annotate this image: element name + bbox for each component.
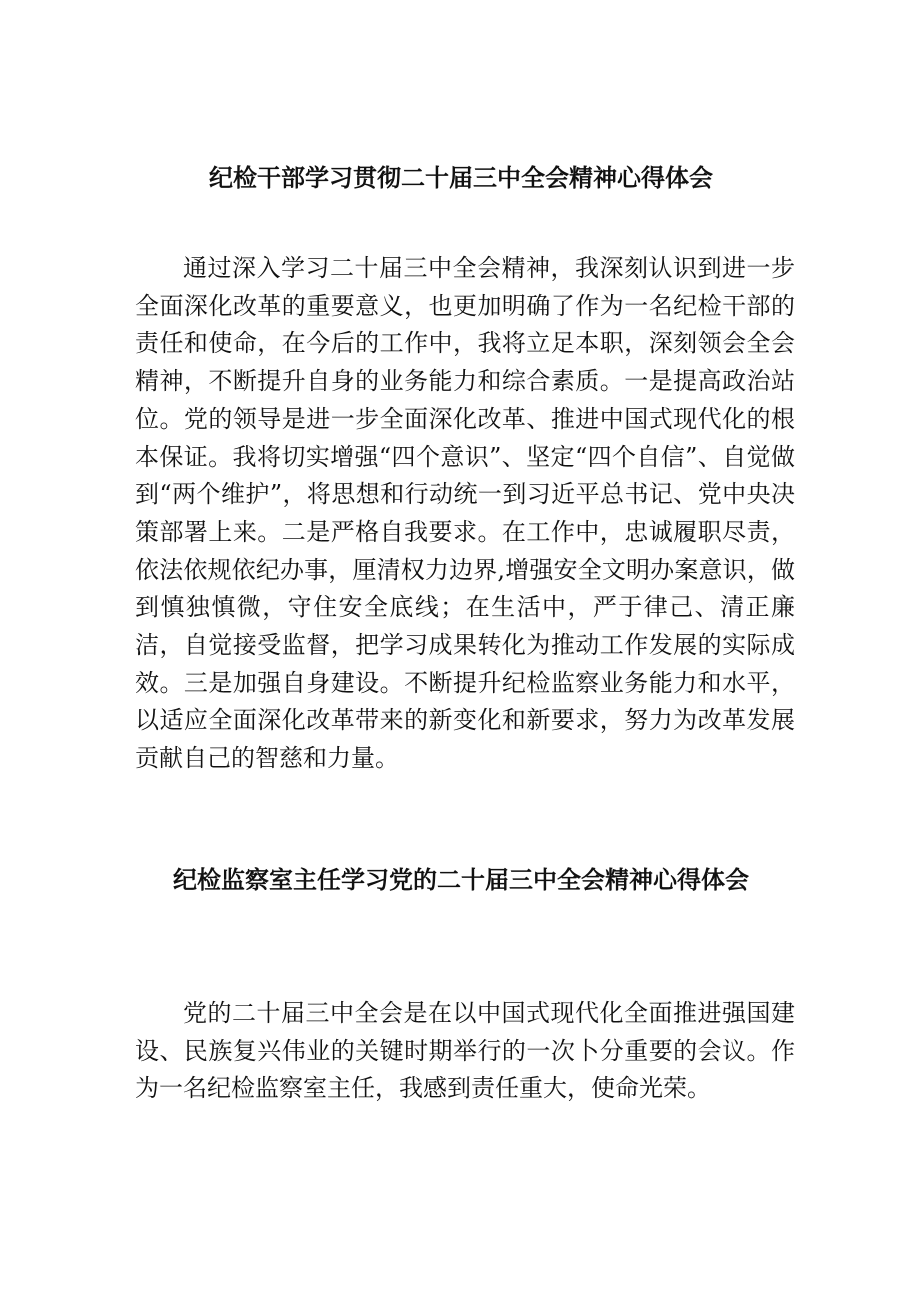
article-1-body: 通过深入学习二十届三中全会精神，我深刻认识到进一步全面深化改革的重要意义，也更加明确了作为一名纪检干部的责任和使命，在今后的工作中，我将立足本职，深刻领会全会精神，不断提升自身的业务能力和综合素质。一是提高政治站位。党的领导是进一步全面深化改革、推进中国式现代化的根本保证。我将切实增强“四个意识”、坚定“四个自信”、自觉做到“两个维护”，将思想和行动统一到习近平总书记、党中央决策部署上来。二是严格自我要求。在工作中，忠诚履职尽责，依法依规依纪办事，厘清权力边界,增强安全文明办案意识，做到慎独慎微，守住安全底线；在生活中，严于律己、清正廉洁，自觉接受监督，把学习成果转化为推动工作发展的实际成效。三是加强自身建设。不断提升纪检监察业务能力和水平，以适应全面深化改革带来的新变化和新要求，努力为改革发展贡献自己的智慈和力量。 xyxy=(135,254,795,773)
article-1-title: 纪检干部学习贯彻二十届三中全会精神心得体会 xyxy=(209,164,713,192)
article-2-title: 纪检监察室主任学习党的二十届三中全会精神心得体会 xyxy=(173,866,749,894)
article-2-body: 党的二十届三中全会是在以中国式现代化全面推进强国建设、民族复兴伟业的关键时期举行的一次卜分重要的会议。作为一名纪检监察室主任，我感到责任重大，使命光荣。 xyxy=(135,999,795,1103)
